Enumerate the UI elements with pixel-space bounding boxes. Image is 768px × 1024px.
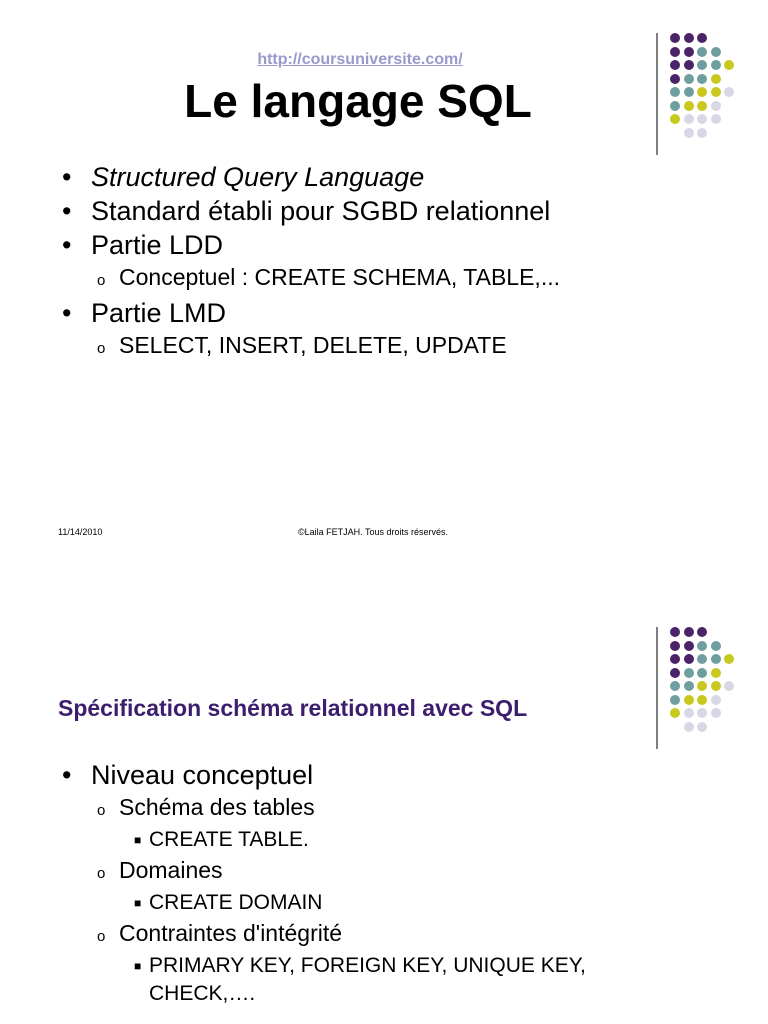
decorative-dot [670, 695, 680, 705]
decorative-dot [670, 641, 680, 651]
decorative-dot [711, 681, 721, 691]
decorative-dot [670, 681, 680, 691]
site-link[interactable]: http://coursuniversite.com/ [257, 51, 463, 68]
bullet-item: • Partie LDD [62, 230, 224, 260]
bullet-item: • Standard établi pour SGBD relationnel [62, 196, 551, 226]
sub-sub-bullet-item: ■ CREATE DOMAIN [134, 891, 323, 914]
decorative-dot [711, 708, 721, 718]
sub-bullet-item: o Domaines [97, 857, 223, 883]
decorative-dot [724, 87, 734, 97]
decorative-dot [697, 33, 707, 43]
decorative-dot [684, 627, 694, 637]
decorative-dot [697, 681, 707, 691]
footer-date: 11/14/2010 [58, 527, 103, 537]
decorative-dot [670, 33, 680, 43]
decorative-dot [697, 627, 707, 637]
divider-line [656, 627, 658, 749]
decorative-dot [711, 668, 721, 678]
decorative-dot [684, 128, 694, 138]
decorative-dot [724, 60, 734, 70]
sub-bullet-item: o SELECT, INSERT, DELETE, UPDATE [97, 332, 507, 358]
decorative-dot [670, 668, 680, 678]
slide-title: Le langage SQL [184, 75, 532, 127]
bullet-item: • Niveau conceptuel [62, 760, 314, 790]
decorative-dot [684, 695, 694, 705]
decorative-dot-grid [670, 627, 740, 747]
sub-bullet-item: o Conceptuel : CREATE SCHEMA, TABLE,... [97, 264, 560, 290]
sub-sub-bullet-item: ■ PRIMARY KEY, FOREIGN KEY, UNIQUE KEY, CHECK,…. [134, 954, 586, 1005]
decorative-dot [684, 641, 694, 651]
decorative-dot [684, 681, 694, 691]
decorative-dot [711, 654, 721, 664]
decorative-dot [711, 695, 721, 705]
bullet-item: • Structured Query Language [62, 162, 425, 192]
bullet-list [62, 160, 560, 364]
decorative-dot [724, 681, 734, 691]
bullet-list [62, 758, 669, 1008]
decorative-dot [697, 708, 707, 718]
decorative-dot [697, 695, 707, 705]
decorative-dot [697, 128, 707, 138]
sub-bullet-item: o Contraintes d'intégrité [97, 920, 343, 946]
decorative-dot [697, 654, 707, 664]
decorative-dot [684, 708, 694, 718]
decorative-dot [684, 654, 694, 664]
sub-sub-bullet-item: ■ CREATE TABLE. [134, 828, 309, 851]
decorative-dot [697, 641, 707, 651]
bullet-item: • Partie LMD [62, 298, 227, 328]
decorative-dot [711, 641, 721, 651]
decorative-dot [684, 33, 694, 43]
decorative-dot [697, 722, 707, 732]
sub-bullet-item: o Schéma des tables [97, 794, 315, 820]
slide-title: Spécification schéma relationnel avec SQL [58, 695, 528, 721]
decorative-dot [670, 708, 680, 718]
decorative-dot [724, 654, 734, 664]
decorative-dot [670, 627, 680, 637]
decorative-dot [697, 668, 707, 678]
footer-copyright: ©Laila FETJAH. Tous droits réservés. [298, 527, 449, 537]
decorative-dot [684, 722, 694, 732]
decorative-dot [670, 654, 680, 664]
decorative-dot [684, 668, 694, 678]
slide-2 [0, 594, 768, 1024]
